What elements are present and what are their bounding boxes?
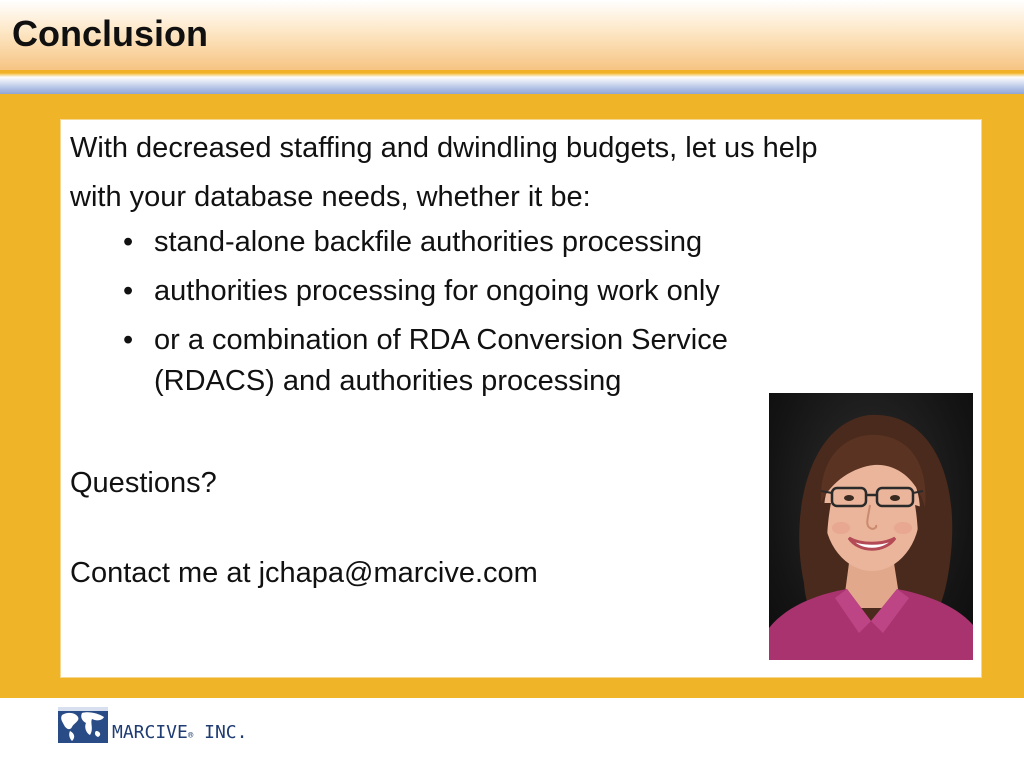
marcive-logo (58, 707, 108, 743)
title-divider-stripe (0, 70, 1024, 94)
slide-title: Conclusion (12, 13, 208, 54)
bullet-list (70, 222, 970, 402)
title-bar (0, 0, 1024, 70)
bullet-text: stand-alone backfile authorities processing (154, 226, 703, 258)
bullet-text: authorities processing for ongoing work only (154, 275, 720, 307)
list-item (120, 271, 970, 312)
list-item (120, 320, 854, 402)
registered-mark: ® (187, 731, 194, 741)
presenter-photo (769, 393, 973, 660)
world-map-logo-icon (58, 730, 108, 747)
contact-text: Contact me at jchapa@marcive.com (70, 557, 538, 589)
intro-line-1: With decreased staffing and dwindling budgets, let us help (70, 132, 818, 164)
body-text (70, 124, 970, 410)
questions-text: Questions? (70, 467, 217, 499)
list-item (120, 222, 970, 263)
bullet-text: or a combination of RDA Conversion Service (RDACS) and authorities processing (154, 324, 728, 397)
bullet-marker: • (123, 324, 134, 356)
company-logo-text (112, 722, 247, 743)
bullet-marker: • (123, 226, 134, 258)
company-name: MARCIVE (112, 722, 188, 743)
intro-line-2: with your database needs, whether it be: (70, 181, 591, 213)
company-suffix: INC. (193, 722, 248, 743)
bullet-marker: • (123, 275, 134, 307)
